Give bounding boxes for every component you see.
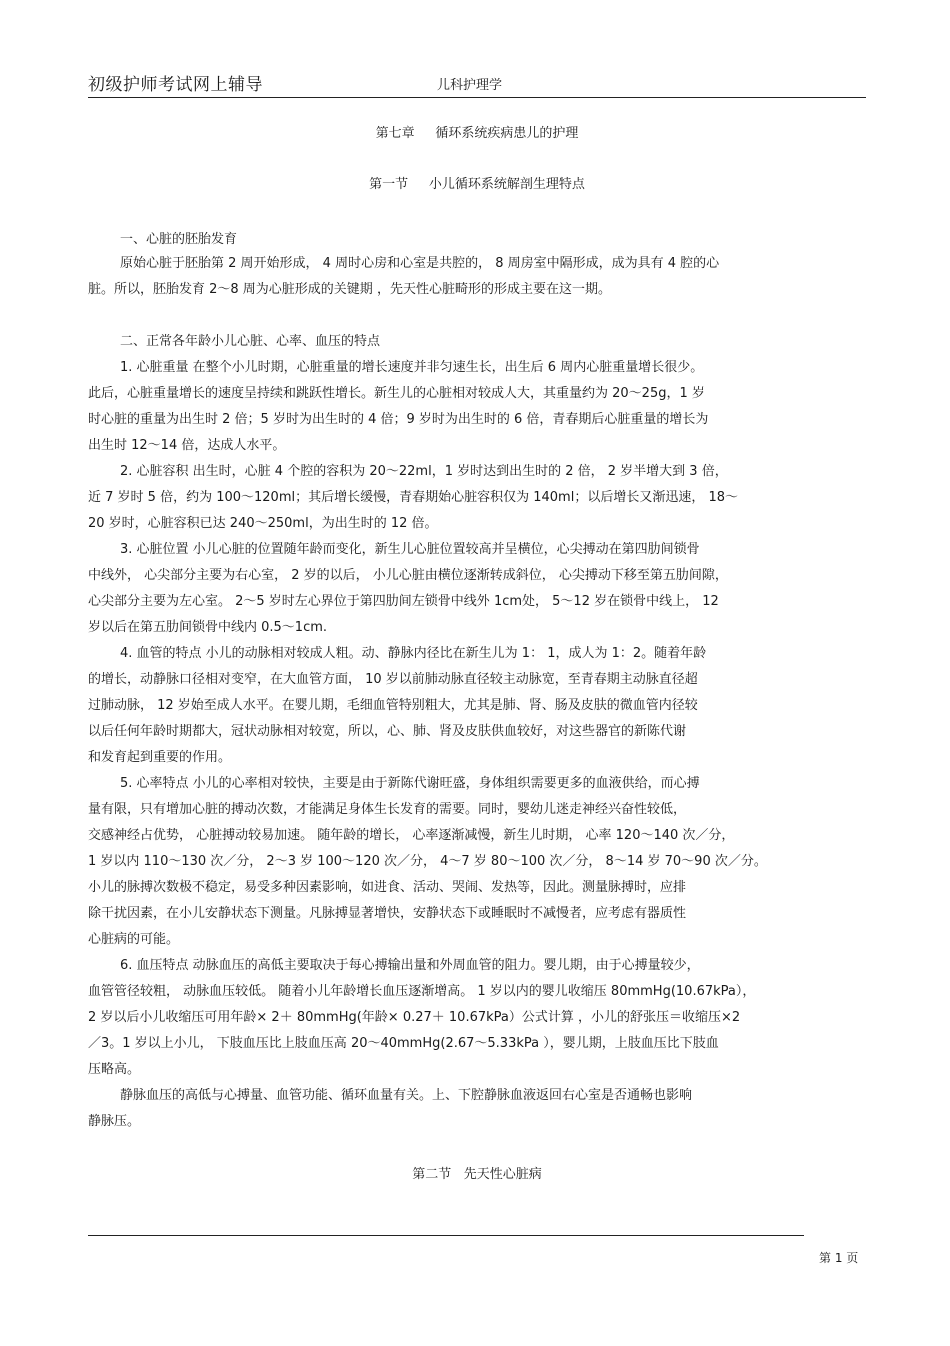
- paragraph-line: 6. 血压特点 动脉血压的高低主要取决于每心搏输出量和外周血管的阻力。婴儿期，由于心搏量较少，: [120, 958, 700, 973]
- paragraph-line: 1 岁以内 110～130 次／分， 2～3 岁 100～120 次／分， 4～7 岁 80～100 次／分， 8～14 岁 70～90 次／分。: [88, 854, 767, 869]
- paragraph-line: 交感神经占优势， 心脏搏动较易加速。 随年龄的增长， 心率逐渐减慢，新生儿时期， 心率 120～140 次／分，: [88, 828, 735, 843]
- header-divider: [88, 97, 866, 98]
- paragraph-line: 近 7 岁时 5 倍，约为 100～120ml；其后增长缓慢，青春期始心脏容积仅为 140ml；以后增长又渐迅速， 18～: [88, 490, 739, 505]
- paragraph-line: 压略高。: [88, 1062, 141, 1077]
- paragraph-line: 和发育起到重要的作用。: [88, 750, 232, 765]
- paragraph-line: 岁以后在第五肋间锁骨中线内 0.5～1cm.: [88, 620, 328, 635]
- paragraph-line: 20 岁时，心脏容积已达 240～250ml，为出生时的 12 倍。: [88, 516, 438, 531]
- paragraph-line: 3. 心脏位置 小儿心脏的位置随年龄而变化，新生儿心脏位置较高并呈横位，心尖搏动在第四肋间锁骨: [120, 542, 700, 557]
- paragraph-line: 4. 血管的特点 小儿的动脉相对较成人粗。动、静脉内径比在新生儿为 1： 1，成人为 1：2。随着年龄: [120, 646, 707, 661]
- paragraph-line: 心脏病的可能。: [88, 932, 180, 947]
- paragraph-line: 中线外， 心尖部分主要为右心室， 2 岁的以后， 小儿心脏由横位逐渐转成斜位， 心尖搏动下移至第五肋间隙，: [88, 568, 728, 583]
- heading-embryo: 一、心脏的胚胎发育: [120, 232, 238, 247]
- chapter-title: 第七章 循环系统疾病患儿的护理: [375, 126, 579, 141]
- page-number: 第 1 页: [819, 1251, 859, 1265]
- paragraph-line: 量有限，只有增加心脏的搏动次数，才能满足身体生长发育的需要。同时，婴幼儿迷走神经兴奋性较低，: [88, 802, 687, 817]
- footer-divider: [88, 1235, 804, 1236]
- header-subject: 儿科护理学: [437, 78, 503, 93]
- paragraph-line: 静脉血压的高低与心搏量、血管功能、循环血量有关。上、下腔静脉血液返回右心室是否通畅也影响: [120, 1088, 693, 1103]
- paragraph-line: 5. 心率特点 小儿的心率相对较快，主要是由于新陈代谢旺盛，身体组织需要更多的血液供给，而心搏: [120, 776, 700, 791]
- paragraph-line: 的增长，动静脉口径相对变窄，在大血管方面， 10 岁以前肺动脉直径较主动脉宽，至青春期主动脉直径超: [88, 672, 698, 687]
- paragraph-line: 除干扰因素，在小儿安静状态下测量。凡脉搏显著增快，安静状态下或睡眠时不减慢者，应考虑有器质性: [88, 906, 687, 921]
- section-title-2: 第二节 先天性心脏病: [412, 1167, 542, 1182]
- paragraph-line: 此后，心脏重量增长的速度呈持续和跳跃性增长。新生儿的心脏相对较成人大，其重量约为 20～25g，1 岁: [88, 386, 705, 401]
- paragraph-line: 脏。所以，胚胎发育 2～8 周为心脏形成的关键期 ，先天性心脏畸形的形成主要在这一期。: [88, 282, 611, 297]
- paragraph-line: 小儿的脉搏次数极不稳定，易受多种因素影响，如进食、活动、哭闹、发热等，因此。测量脉搏时，应排: [88, 880, 687, 895]
- section-title-1: 第一节 小儿循环系统解剖生理特点: [369, 177, 585, 192]
- paragraph-line: 血管管径较粗， 动脉血压较低。 随着小儿年龄增长血压逐渐增高。 1 岁以内的婴儿收缩压 80mmHg(10.67kPa），: [88, 984, 756, 999]
- paragraph-line: 2 岁以后小儿收缩压可用年龄× 2＋ 80mmHg(年龄× 0.27＋ 10.67kPa）公式计算 ，小儿的舒张压＝收缩压×2: [88, 1010, 741, 1025]
- paragraph-line: 时心脏的重量为出生时 2 倍；5 岁时为出生时的 4 倍；9 岁时为出生时的 6 倍，青春期后心脏重量的增长为: [88, 412, 709, 427]
- paragraph-line: 原始心脏于胚胎第 2 周开始形成， 4 周时心房和心室是共腔的， 8 周房室中隔形成，成为具有 4 腔的心: [120, 256, 720, 271]
- paragraph-line: 静脉压。: [88, 1114, 141, 1129]
- paragraph-line: ／3。1 岁以上小儿， 下肢血压比上肢血压高 20～40mmHg(2.67～5.33kPa ），婴儿期，上肢血压比下肢血: [88, 1036, 719, 1051]
- heading-characteristics: 二、正常各年龄小儿心脏、心率、血压的特点: [120, 334, 381, 349]
- paragraph-line: 2. 心脏容积 出生时，心脏 4 个腔的容积为 20～22ml，1 岁时达到出生时的 2 倍， 2 岁半增大到 3 倍，: [120, 464, 728, 479]
- header-title: 初级护师考试网上辅导: [88, 75, 263, 95]
- paragraph-line: 出生时 12～14 倍，达成人水平。: [88, 438, 286, 453]
- paragraph-line: 心尖部分主要为左心室。 2～5 岁时左心界位于第四肋间左锁骨中线外 1cm处， 5～12 岁在锁骨中线上， 12: [88, 594, 719, 609]
- paragraph-line: 以后任何年龄时期都大，冠状动脉相对较宽，所以，心、肺、肾及皮肤供血较好，对这些器官的新陈代谢: [88, 724, 687, 739]
- paragraph-line: 1. 心脏重量 在整个小儿时期，心脏重量的增长速度并非匀速生长，出生后 6 周内心脏重量增长很少。: [120, 360, 704, 375]
- paragraph-line: 过肺动脉， 12 岁始至成人水平。在婴儿期，毛细血管特别粗大，尤其是肺、肾、肠及皮肤的微血管内径较: [88, 698, 698, 713]
